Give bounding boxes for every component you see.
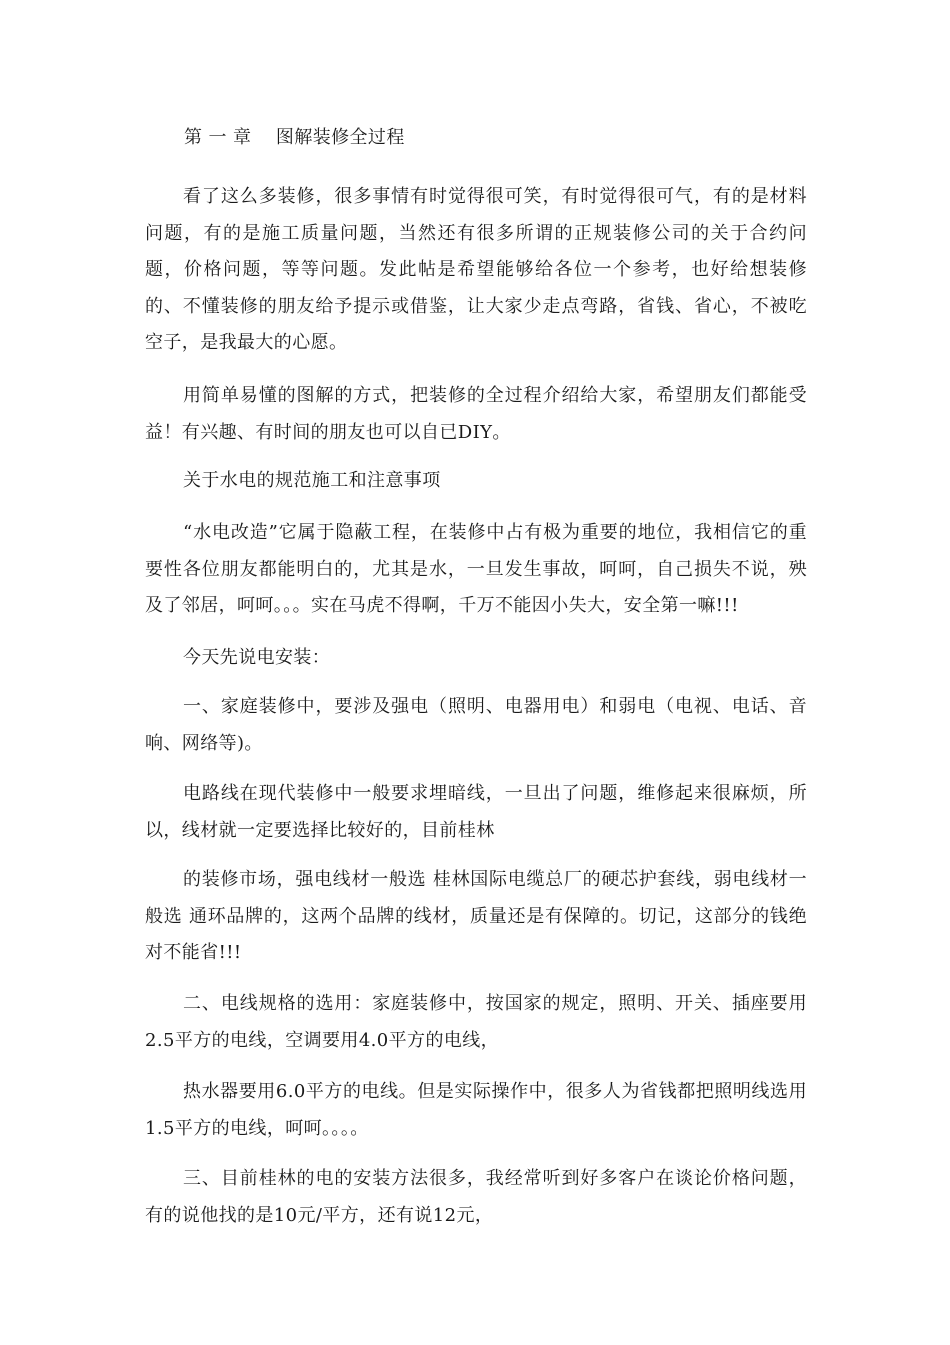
paragraph-point-one: 一、家庭装修中，要涉及强电（照明、电器用电）和弱电（电视、电话、音响、网络等)。 bbox=[145, 696, 807, 754]
paragraph-electric-intro: 今天先说电安装： bbox=[183, 647, 331, 668]
paragraph-intro: 看了这么多装修，很多事情有时觉得很可笑，有时觉得很可气，有的是材料问题，有的是施工质量问题，当然还有很多所谓的正规装修公司的关于合约问题，价格问题，等等问题。发此帖是希望能够给各位一个参考，也好给想装修的、不懂装修的朋友给予提示或借鉴，让大家少走点弯路，省钱、省心，不被吃空子，是我最大的心愿。 bbox=[145, 186, 807, 353]
paragraph-water-heater: 热水器要用6.0平方的电线。但是实际操作中，很多人为省钱都把照明线选用1.5平方的电线，呵呵。。。。 bbox=[145, 1081, 807, 1139]
paragraph-diagram-method: 用简单易懂的图解的方式，把装修的全过程介绍给大家，希望朋友们都能受益！有兴趣、有时间的朋友也可以自已DIY。 bbox=[145, 385, 807, 443]
section-heading-water-electric: 关于水电的规范施工和注意事项 bbox=[183, 470, 441, 491]
paragraph-hidden-works: “水电改造”它属于隐蔽工程，在装修中占有极为重要的地位，我相信它的重要性各位朋友都能明白的，尤其是水，一旦发生事故，呵呵，自己损失不说，殃及了邻居，呵呵。。。实在马虎不得啊，千万不能因小失大，安全第一嘛!!! bbox=[145, 522, 807, 616]
paragraph-point-two: 二、电线规格的选用：家庭装修中，按国家的规定，照明、开关、插座要用2.5平方的电线，空调要用4.0平方的电线， bbox=[145, 993, 807, 1051]
paragraph-concealed-wiring: 电路线在现代装修中一般要求埋暗线，一旦出了问题，维修起来很麻烦，所以，线材就一定要选择比较好的，目前桂林 bbox=[145, 783, 807, 841]
paragraph-point-three: 三、目前桂林的电的安装方法很多，我经常听到好多客户在谈论价格问题，有的说他找的是10元/平方，还有说12元， bbox=[145, 1168, 807, 1226]
paragraph-wire-brands: 的装修市场，强电线材一般选 桂林国际电缆总厂的硬芯护套线，弱电线材一般选 通环品牌的，这两个品牌的线材，质量还是有保障的。切记，这部分的钱绝对不能省!!! bbox=[145, 869, 807, 963]
chapter-title: 第 一 章 图解装修全过程 bbox=[184, 127, 405, 148]
